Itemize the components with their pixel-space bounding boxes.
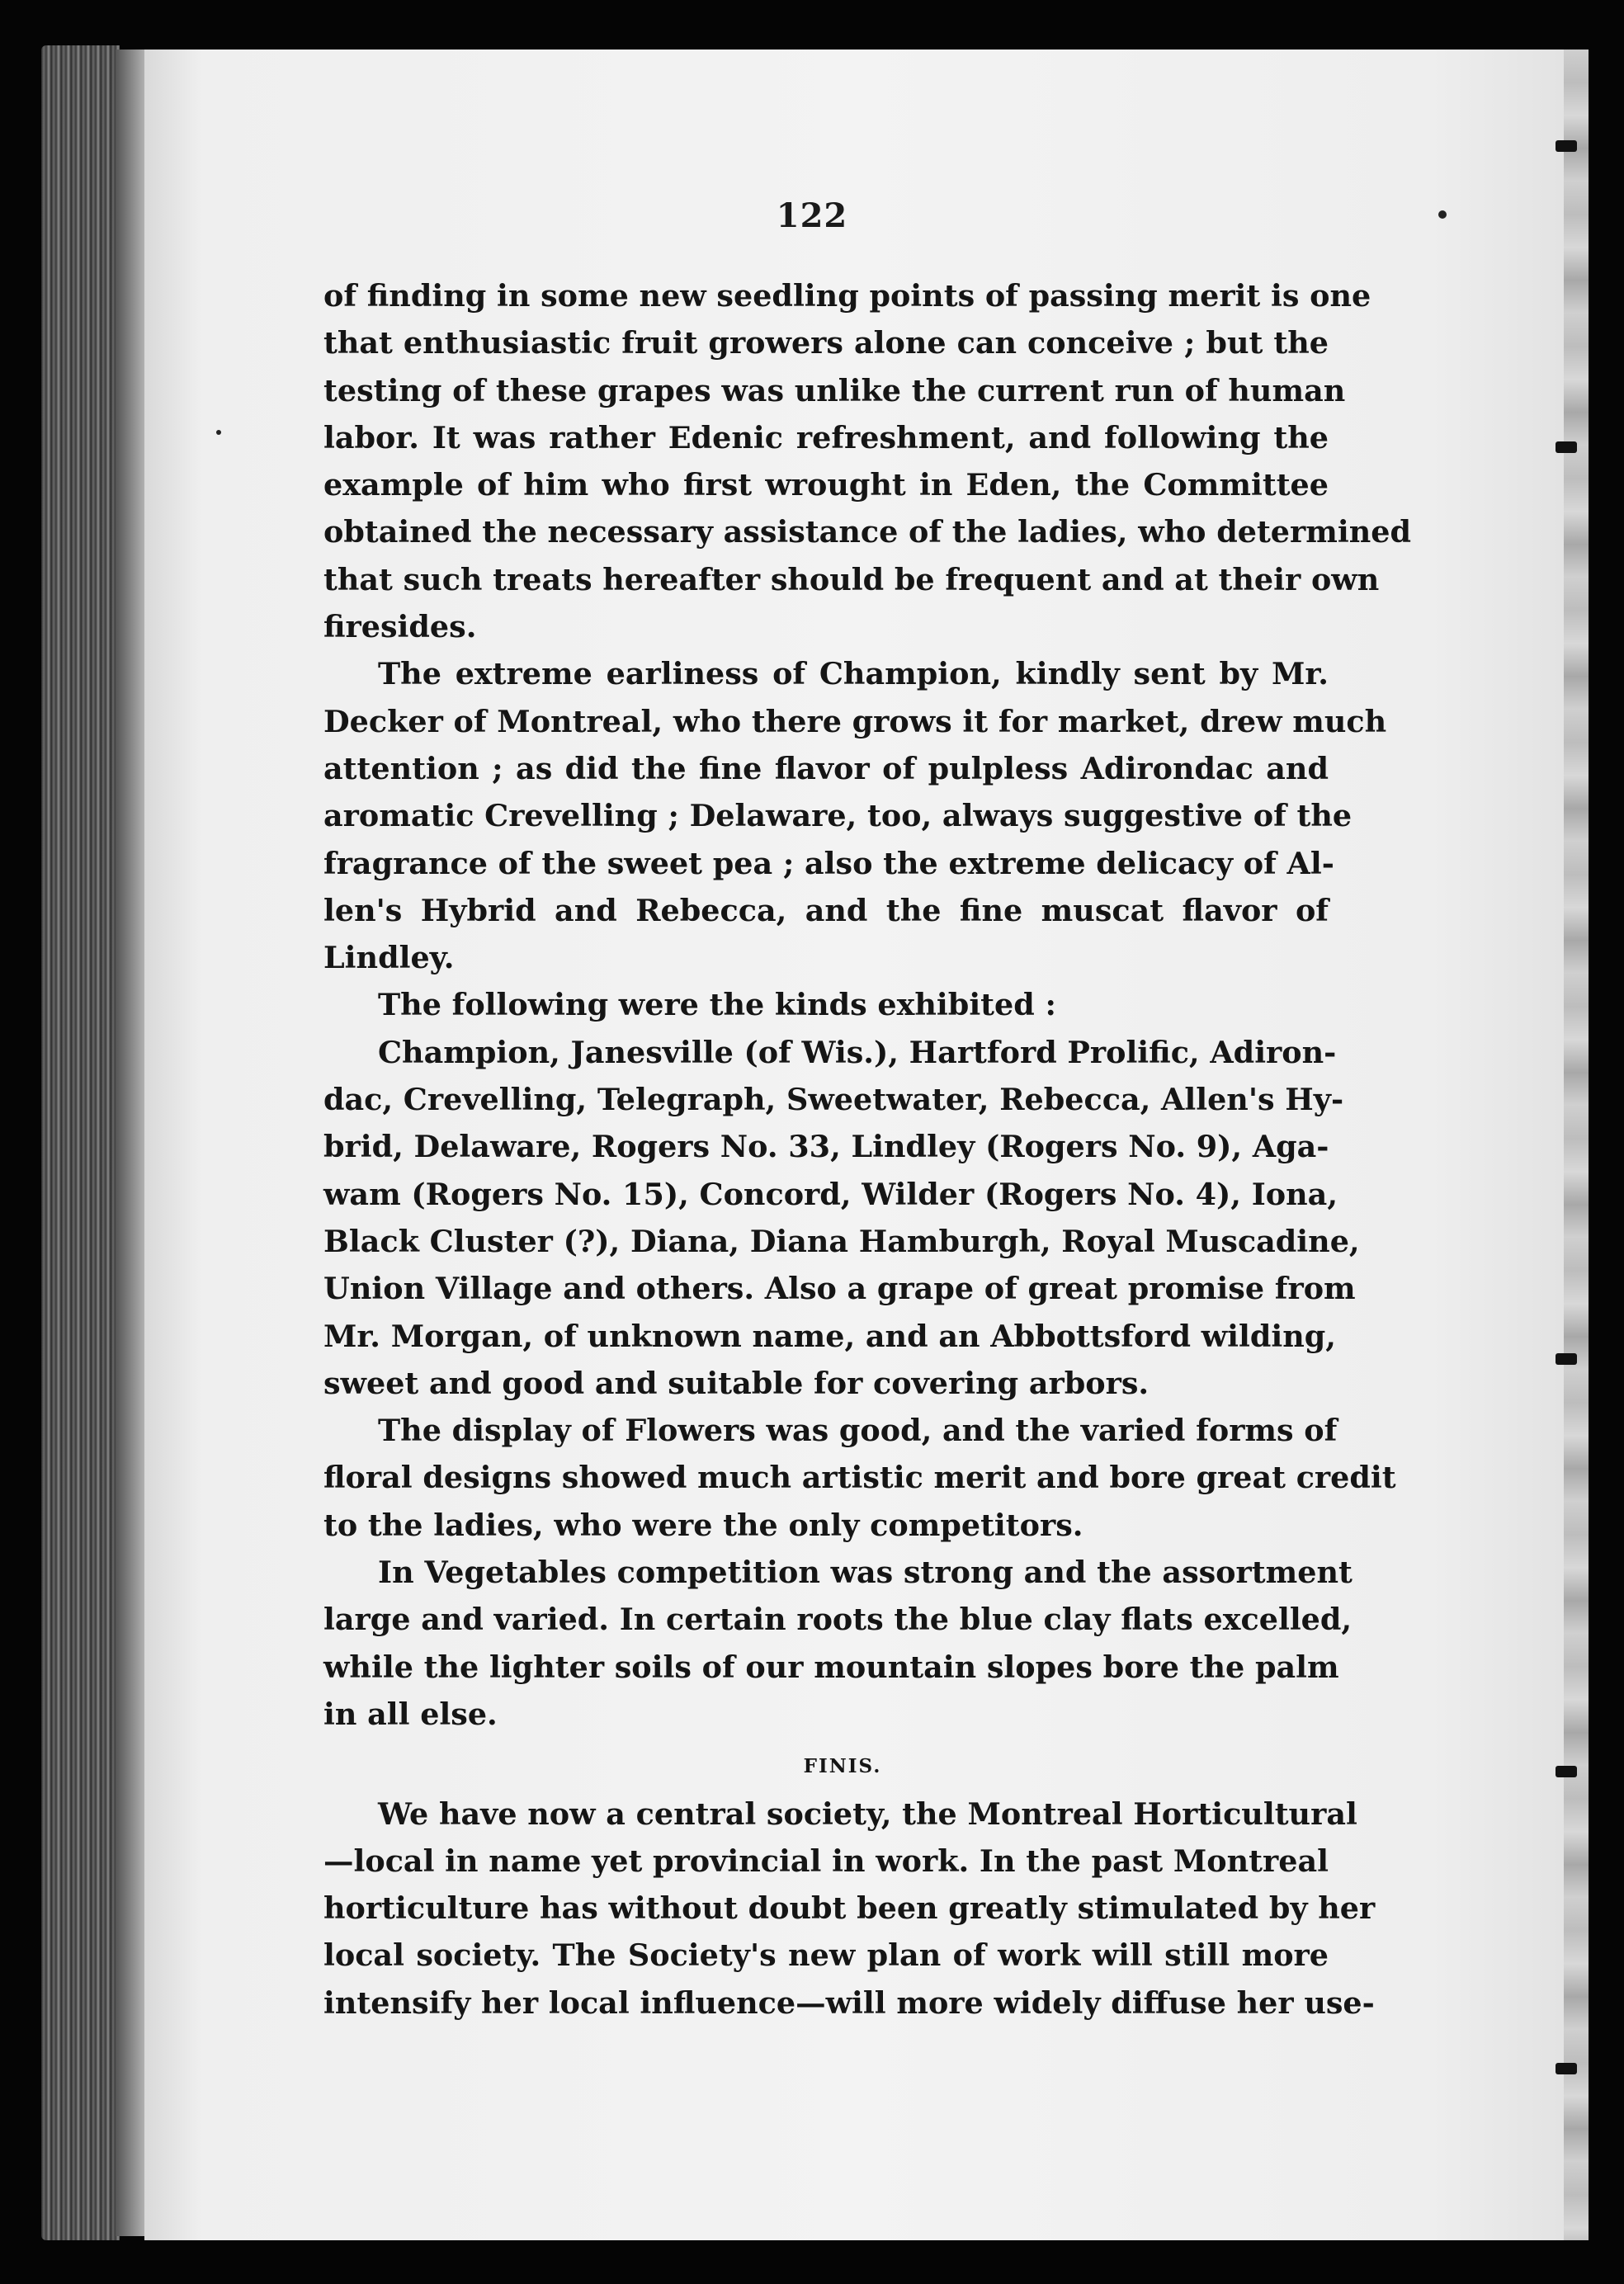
text-line: labor. It was rather Edenic refreshment, and following the [323, 419, 1329, 455]
page-edge-mark [1556, 140, 1577, 152]
page-body-text [323, 272, 1412, 2027]
text-line: fragrance of the sweet pea ; also the extreme delicacy of Al- [323, 845, 1334, 881]
page-edge-mark [1556, 441, 1577, 453]
text-line: horticulture has without doubt been greatly stimulated by her [323, 1890, 1376, 1927]
page-edge-mark [1556, 2063, 1577, 2074]
text-line: local society. The Society's new plan of work will still more [323, 1937, 1329, 1974]
text-line: attention ; as did the fine flavor of pulpless Adirondac and [323, 750, 1329, 786]
text-line: aromatic Crevelling ; Delaware, too, always suggestive of the [323, 798, 1353, 834]
text-line: len's Hybrid and Rebecca, and the fine muscat flavor of [323, 892, 1329, 928]
text-line: floral designs showed much artistic merit and bore great credit [323, 1460, 1396, 1496]
text-line: firesides. [323, 609, 477, 645]
page-edge [1564, 50, 1589, 2240]
text-line: intensify her local influence—will more widely diffuse her use- [323, 1984, 1375, 2021]
ink-speck [216, 430, 221, 435]
gutter-shadow [116, 50, 149, 2236]
text-line: The following were the kinds exhibited : [378, 987, 1056, 1023]
text-line: brid, Delaware, Rogers No. 33, Lindley (Rogers No. 9), Aga- [323, 1129, 1329, 1165]
text-line: in all else. [323, 1696, 498, 1732]
text-line: —local in name yet provincial in work. In the past Montreal [323, 1843, 1329, 1879]
text-line: example of him who first wrought in Eden, the Committee [323, 467, 1329, 503]
text-line: Mr. Morgan, of unknown name, and an Abbottsford wilding, [323, 1318, 1337, 1354]
text-line: The extreme earliness of Champion, kindly sent by Mr. [378, 656, 1329, 692]
text-line: to the ladies, who were the only competitors. [323, 1507, 1083, 1543]
text-line: Decker of Montreal, who there grows it for market, drew much [323, 703, 1387, 739]
section-heading: FINIS. [803, 1755, 882, 1778]
text-line: large and varied. In certain roots the blue clay flats excelled, [323, 1602, 1353, 1638]
page-edge-mark [1556, 1766, 1577, 1777]
text-line: while the lighter soils of our mountain slopes bore the palm [323, 1649, 1339, 1685]
text-line: that enthusiastic fruit growers alone can conceive ; but the [323, 325, 1329, 361]
book-spine [41, 45, 120, 2240]
page-edge-mark [1556, 1353, 1577, 1365]
text-line: Union Village and others. Also a grape of great promise from [323, 1271, 1356, 1307]
page-number: 122 [776, 196, 848, 235]
text-line: Black Cluster (?), Diana, Diana Hamburgh, Royal Muscadine, [323, 1223, 1360, 1259]
text-line: In Vegetables competition was strong and the assortment [378, 1555, 1353, 1591]
text-line: sweet and good and suitable for covering arbors. [323, 1365, 1150, 1401]
text-line: dac, Crevelling, Telegraph, Sweetwater, Rebecca, Allen's Hy- [323, 1082, 1344, 1118]
text-line: obtained the necessary assistance of the ladies, who determined [323, 514, 1412, 550]
text-line: testing of these grapes was unlike the current run of human [323, 372, 1346, 408]
text-line: that such treats hereafter should be frequent and at their own [323, 561, 1380, 597]
text-line: of finding in some new seedling points of passing merit is one [323, 278, 1371, 314]
text-line: The display of Flowers was good, and the varied forms of [378, 1413, 1338, 1449]
text-line: wam (Rogers No. 15), Concord, Wilder (Rogers No. 4), Iona, [323, 1176, 1338, 1212]
text-line: We have now a central society, the Montreal Horticultural [378, 1796, 1357, 1832]
text-line: Lindley. [323, 940, 455, 976]
text-line: Champion, Janesville (of Wis.), Hartford Prolific, Adiron- [378, 1034, 1337, 1070]
